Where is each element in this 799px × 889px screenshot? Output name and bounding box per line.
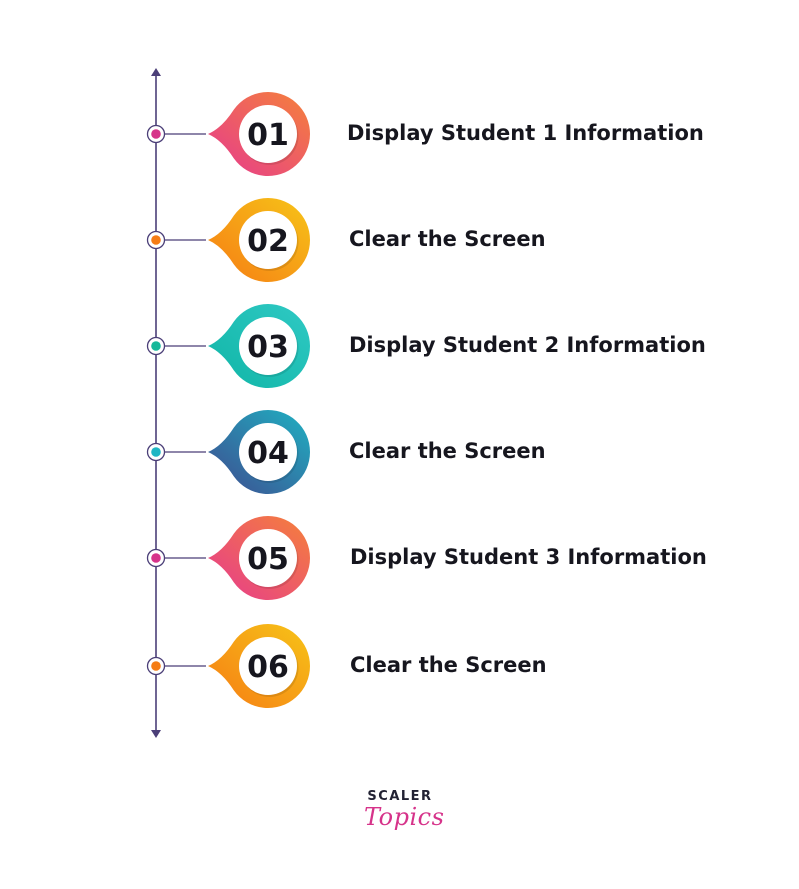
arrow-up-icon [151,68,161,76]
timeline-step-01 [148,92,311,176]
step-number: 01 [247,118,289,153]
step-number: 06 [247,650,289,685]
timeline-step-06 [148,624,311,708]
step-label: Clear the Screen [350,653,547,677]
step-number: 04 [247,436,289,471]
axis-node-dot [151,553,161,563]
axis-node-dot [151,661,161,671]
step-label: Clear the Screen [349,439,546,463]
axis-node-dot [151,341,161,351]
axis-node-dot [151,235,161,245]
axis-node-dot [151,129,161,139]
step-label: Display Student 3 Information [350,545,707,569]
axis-node-dot [151,447,161,457]
step-number: 05 [247,542,289,577]
step-label: Clear the Screen [349,227,546,251]
timeline-step-04 [148,410,311,494]
timeline-step-03 [148,304,311,388]
brand-topics-wordmark: Topics [364,803,445,831]
step-label: Display Student 2 Information [349,333,706,357]
timeline-step-02 [148,198,311,282]
brand-scaler-wordmark: SCALER [367,789,433,804]
step-number: 02 [247,224,289,259]
step-number: 03 [247,330,289,365]
step-label: Display Student 1 Information [347,121,704,145]
timeline-step-05 [148,516,310,600]
arrow-down-icon [151,730,161,738]
